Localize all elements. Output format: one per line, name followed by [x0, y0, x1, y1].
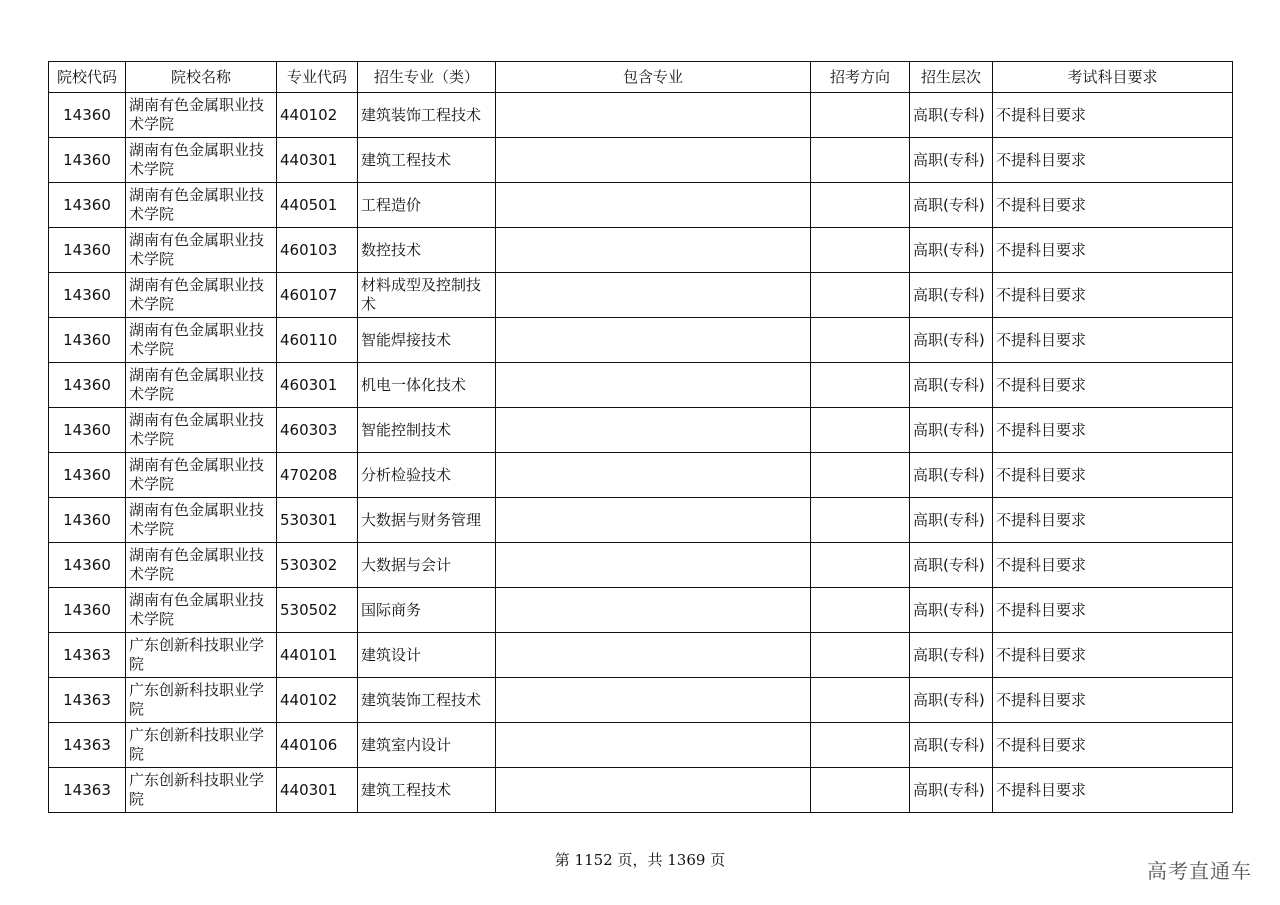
cell-subject-requirements: 不提科目要求 [993, 363, 1233, 408]
cell-major-code: 460301 [277, 363, 358, 408]
header-row [49, 62, 1233, 93]
cell-direction [811, 633, 910, 678]
cell-direction [811, 318, 910, 363]
cell-included-majors [496, 453, 811, 498]
cell-included-majors [496, 363, 811, 408]
cell-major: 智能焊接技术 [358, 318, 496, 363]
header-school-name: 院校名称 [126, 62, 277, 93]
table-row [49, 93, 1233, 138]
cell-direction [811, 228, 910, 273]
cell-level: 高职(专科) [910, 138, 993, 183]
cell-level: 高职(专科) [910, 678, 993, 723]
table-body [49, 93, 1233, 813]
cell-subject-requirements: 不提科目要求 [993, 543, 1233, 588]
table-row [49, 183, 1233, 228]
cell-school-code: 14360 [49, 363, 126, 408]
cell-major-code: 440102 [277, 678, 358, 723]
cell-level: 高职(专科) [910, 543, 993, 588]
cell-subject-requirements: 不提科目要求 [993, 768, 1233, 813]
cell-school-name: 湖南有色金属职业技术学院 [126, 318, 277, 363]
table-row [49, 498, 1233, 543]
page-number: 第 1152 页，共 1369 页 [554, 851, 726, 869]
cell-major-code: 530502 [277, 588, 358, 633]
cell-level: 高职(专科) [910, 408, 993, 453]
cell-direction [811, 273, 910, 318]
table-row [49, 228, 1233, 273]
cell-direction [811, 588, 910, 633]
cell-level: 高职(专科) [910, 498, 993, 543]
cell-school-code: 14360 [49, 543, 126, 588]
cell-direction [811, 543, 910, 588]
cell-major: 机电一体化技术 [358, 363, 496, 408]
cell-included-majors [496, 588, 811, 633]
cell-included-majors [496, 768, 811, 813]
cell-included-majors [496, 273, 811, 318]
cell-subject-requirements: 不提科目要求 [993, 723, 1233, 768]
header-subject-requirements: 考试科目要求 [993, 62, 1233, 93]
cell-included-majors [496, 93, 811, 138]
cell-school-name: 湖南有色金属职业技术学院 [126, 138, 277, 183]
cell-major: 国际商务 [358, 588, 496, 633]
cell-school-code: 14360 [49, 228, 126, 273]
cell-major-code: 530301 [277, 498, 358, 543]
cell-school-name: 湖南有色金属职业技术学院 [126, 543, 277, 588]
cell-included-majors [496, 183, 811, 228]
cell-major: 建筑工程技术 [358, 138, 496, 183]
header-included-majors: 包含专业 [496, 62, 811, 93]
cell-subject-requirements: 不提科目要求 [993, 273, 1233, 318]
cell-school-name: 湖南有色金属职业技术学院 [126, 498, 277, 543]
table-row [49, 588, 1233, 633]
header-direction: 招考方向 [811, 62, 910, 93]
cell-major: 数控技术 [358, 228, 496, 273]
table-row [49, 408, 1233, 453]
cell-level: 高职(专科) [910, 723, 993, 768]
cell-major-code: 460110 [277, 318, 358, 363]
cell-subject-requirements: 不提科目要求 [993, 93, 1233, 138]
cell-school-name: 湖南有色金属职业技术学院 [126, 93, 277, 138]
cell-direction [811, 768, 910, 813]
cell-major-code: 440102 [277, 93, 358, 138]
table-row [49, 138, 1233, 183]
table-header [49, 62, 1233, 93]
cell-subject-requirements: 不提科目要求 [993, 228, 1233, 273]
cell-major: 建筑工程技术 [358, 768, 496, 813]
cell-subject-requirements: 不提科目要求 [993, 138, 1233, 183]
table-row [49, 363, 1233, 408]
cell-direction [811, 93, 910, 138]
cell-school-name: 湖南有色金属职业技术学院 [126, 183, 277, 228]
table-row [49, 318, 1233, 363]
cell-major: 智能控制技术 [358, 408, 496, 453]
cell-included-majors [496, 228, 811, 273]
cell-included-majors [496, 678, 811, 723]
cell-school-name: 湖南有色金属职业技术学院 [126, 588, 277, 633]
cell-subject-requirements: 不提科目要求 [993, 498, 1233, 543]
cell-direction [811, 408, 910, 453]
cell-included-majors [496, 138, 811, 183]
cell-school-code: 14360 [49, 318, 126, 363]
cell-school-code: 14360 [49, 183, 126, 228]
cell-major-code: 460303 [277, 408, 358, 453]
cell-school-name: 湖南有色金属职业技术学院 [126, 408, 277, 453]
cell-subject-requirements: 不提科目要求 [993, 633, 1233, 678]
cell-direction [811, 498, 910, 543]
cell-subject-requirements: 不提科目要求 [993, 408, 1233, 453]
cell-school-code: 14363 [49, 723, 126, 768]
cell-subject-requirements: 不提科目要求 [993, 453, 1233, 498]
cell-included-majors [496, 633, 811, 678]
cell-subject-requirements: 不提科目要求 [993, 588, 1233, 633]
cell-major-code: 440101 [277, 633, 358, 678]
table-row [49, 678, 1233, 723]
cell-included-majors [496, 408, 811, 453]
header-level: 招生层次 [910, 62, 993, 93]
cell-school-name: 湖南有色金属职业技术学院 [126, 273, 277, 318]
cell-level: 高职(专科) [910, 183, 993, 228]
cell-school-name: 湖南有色金属职业技术学院 [126, 228, 277, 273]
watermark: 高考直通车 [1147, 859, 1252, 883]
table-row [49, 273, 1233, 318]
cell-level: 高职(专科) [910, 273, 993, 318]
cell-major: 大数据与会计 [358, 543, 496, 588]
cell-major-code: 460107 [277, 273, 358, 318]
header-school-code: 院校代码 [49, 62, 126, 93]
cell-level: 高职(专科) [910, 93, 993, 138]
cell-school-code: 14360 [49, 138, 126, 183]
table-row [49, 633, 1233, 678]
header-major-code: 专业代码 [277, 62, 358, 93]
table-row [49, 723, 1233, 768]
table-row [49, 453, 1233, 498]
cell-direction [811, 183, 910, 228]
cell-major-code: 530302 [277, 543, 358, 588]
table-row [49, 768, 1233, 813]
cell-major-code: 470208 [277, 453, 358, 498]
cell-direction [811, 723, 910, 768]
cell-direction [811, 363, 910, 408]
cell-included-majors [496, 543, 811, 588]
cell-included-majors [496, 723, 811, 768]
cell-school-code: 14363 [49, 768, 126, 813]
cell-subject-requirements: 不提科目要求 [993, 318, 1233, 363]
admissions-table [48, 61, 1233, 813]
cell-school-name: 广东创新科技职业学院 [126, 633, 277, 678]
cell-school-code: 14360 [49, 93, 126, 138]
cell-major: 建筑装饰工程技术 [358, 678, 496, 723]
cell-major: 建筑装饰工程技术 [358, 93, 496, 138]
cell-school-code: 14363 [49, 633, 126, 678]
cell-major: 大数据与财务管理 [358, 498, 496, 543]
cell-level: 高职(专科) [910, 633, 993, 678]
cell-school-code: 14360 [49, 453, 126, 498]
cell-major: 材料成型及控制技术 [358, 273, 496, 318]
cell-school-name: 湖南有色金属职业技术学院 [126, 453, 277, 498]
cell-school-name: 广东创新科技职业学院 [126, 678, 277, 723]
cell-major-code: 460103 [277, 228, 358, 273]
cell-level: 高职(专科) [910, 768, 993, 813]
cell-level: 高职(专科) [910, 228, 993, 273]
cell-major: 工程造价 [358, 183, 496, 228]
table-row [49, 543, 1233, 588]
cell-major: 建筑设计 [358, 633, 496, 678]
cell-school-code: 14360 [49, 273, 126, 318]
cell-school-code: 14363 [49, 678, 126, 723]
cell-school-code: 14360 [49, 498, 126, 543]
cell-level: 高职(专科) [910, 588, 993, 633]
cell-level: 高职(专科) [910, 318, 993, 363]
cell-major-code: 440501 [277, 183, 358, 228]
cell-subject-requirements: 不提科目要求 [993, 183, 1233, 228]
cell-major: 分析检验技术 [358, 453, 496, 498]
cell-school-name: 湖南有色金属职业技术学院 [126, 363, 277, 408]
cell-major: 建筑室内设计 [358, 723, 496, 768]
cell-level: 高职(专科) [910, 453, 993, 498]
cell-subject-requirements: 不提科目要求 [993, 678, 1233, 723]
cell-major-code: 440106 [277, 723, 358, 768]
cell-included-majors [496, 318, 811, 363]
cell-direction [811, 138, 910, 183]
cell-school-code: 14360 [49, 588, 126, 633]
cell-direction [811, 678, 910, 723]
cell-level: 高职(专科) [910, 363, 993, 408]
cell-school-code: 14360 [49, 408, 126, 453]
cell-direction [811, 453, 910, 498]
cell-included-majors [496, 498, 811, 543]
header-major: 招生专业（类） [358, 62, 496, 93]
cell-school-name: 广东创新科技职业学院 [126, 768, 277, 813]
cell-major-code: 440301 [277, 138, 358, 183]
cell-major-code: 440301 [277, 768, 358, 813]
cell-school-name: 广东创新科技职业学院 [126, 723, 277, 768]
